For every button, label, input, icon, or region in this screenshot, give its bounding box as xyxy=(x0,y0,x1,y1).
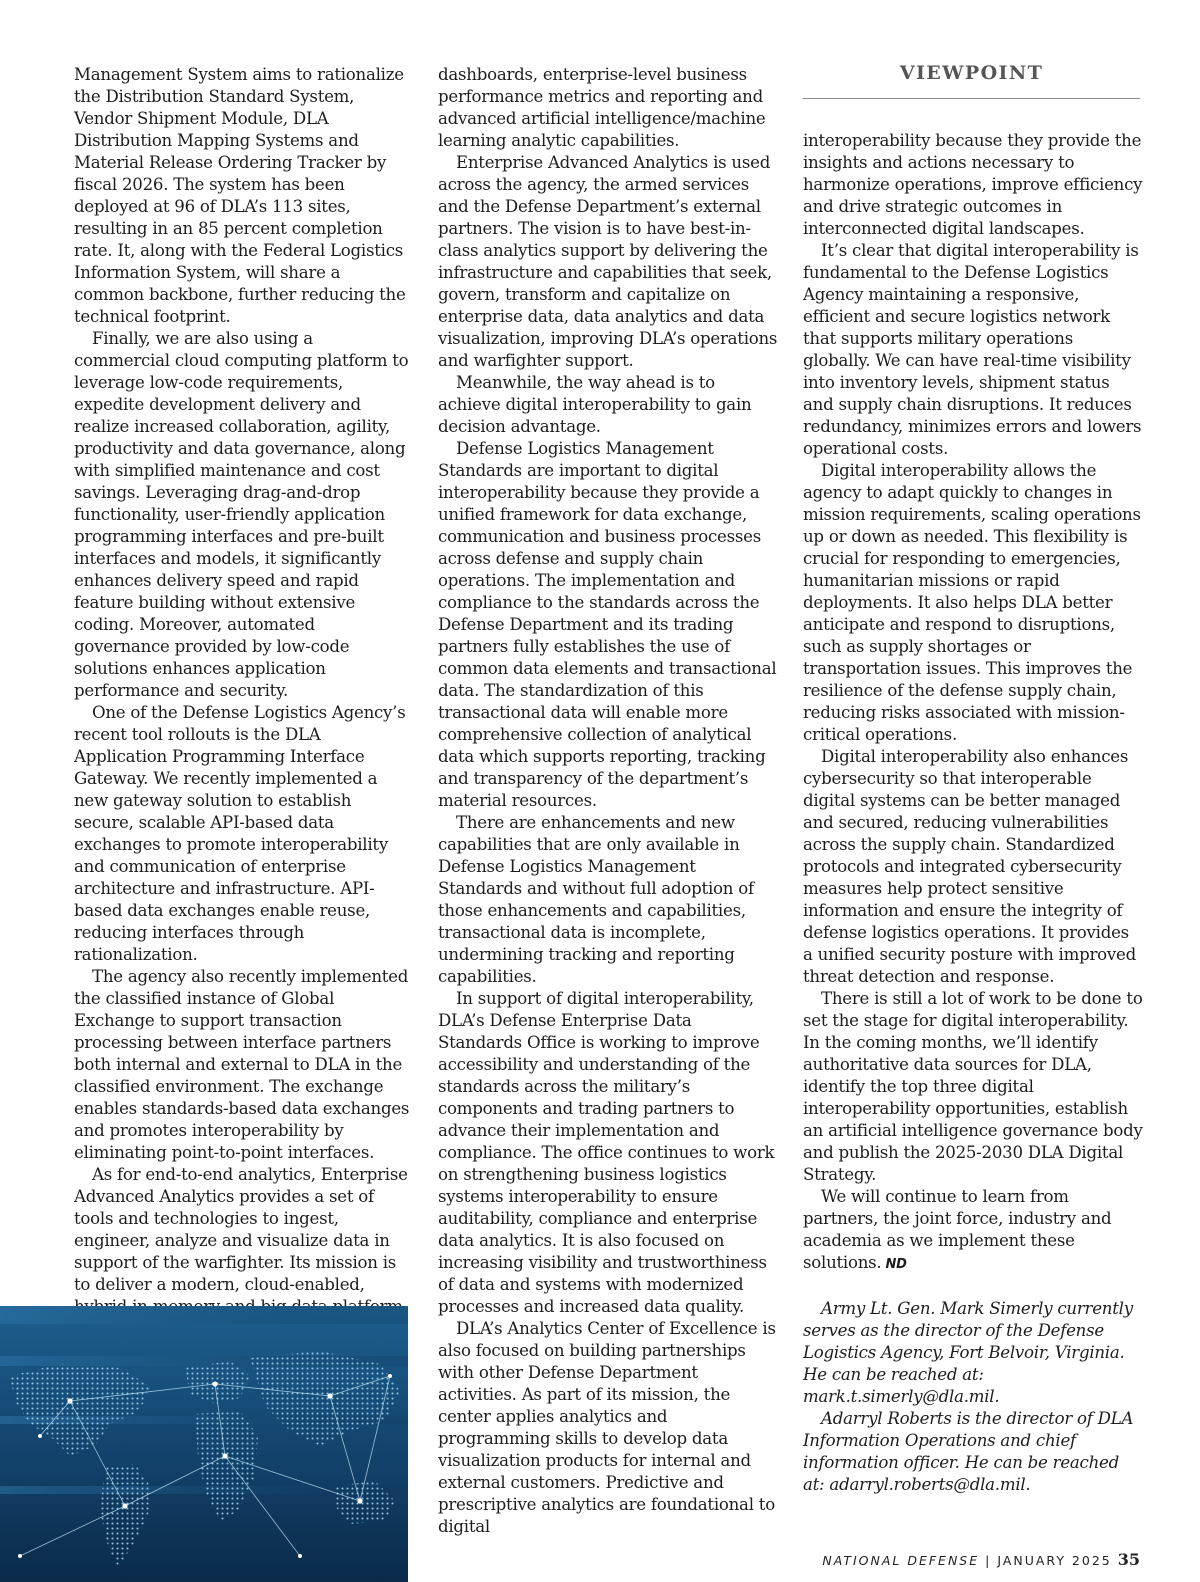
paragraph: Meanwhile, the way ahead is to achieve digital interoperability to gain decision advantage. xyxy=(438,373,752,436)
paragraph: Digital interoperability also enhances cybersecurity so that interoperable digital systems can be better managed and secured, reducing vulnerabilities across the supply chain. Standardized protocols and integrated cybersecurity measures help protect sensitive information and ensure the integrity of defense logistics operations. It provides a unified security posture with improved threat detection and response. xyxy=(803,747,1136,986)
paragraph: dashboards, enterprise-level business performance metrics and reporting and advanced artificial intelligence/machine learning analytic capabilities. xyxy=(438,65,766,150)
paragraph: DLA’s Analytics Center of Excellence is also focused on building partnerships with other Defense Department activities. As part of its mission, the center applies analytics and programming skills to develop data visualization products for internal and external customers. Predictive and prescriptive analytics are foundational to digital xyxy=(438,1319,776,1536)
paragraph: There are enhancements and new capabilities that are only available in Defense Logistics Management Standards and without full adoption of those enhancements and capabilities, transactional data is incomplete, undermining tracking and reporting capabilities. xyxy=(438,813,754,986)
section-label: VIEWPOINT xyxy=(899,62,1044,84)
text-column-2 xyxy=(438,64,778,1538)
section-divider xyxy=(803,98,1140,99)
paragraph: Management System aims to rationalize the Distribution Standard System, Vendor Shipment Module, DLA Distribution Mapping Systems and Material Release Ordering Tracker by fiscal 2026. The system has been deployed at 96 of DLA’s 113 sites, resulting in an 85 percent completion rate. It, along with the Federal Logistics Information System, will share a common backbone, further reducing the technical footprint. xyxy=(74,65,406,326)
paragraph: interoperability because they provide the insights and actions necessary to harmonize operations, improve efficiency and drive strategic outcomes in interconnected digital landscapes. xyxy=(803,131,1143,238)
world-map-network-image xyxy=(0,1306,408,1582)
paragraph: Defense Logistics Management Standards are important to digital interoperability because they provide a unified framework for data exchange, communication and business processes across defense and supply chain operations. The implementation and compliance to the standards across the Defense Department and its trading partners fully establishes the use of common data elements and transactional data. The standardization of this transactional data will enable more comprehensive collection of analytical data which supports reporting, tracking and transparency of the department’s material resources. xyxy=(438,439,777,810)
text-column-1 xyxy=(74,64,412,1384)
network-map-graphic xyxy=(0,1306,408,1582)
paragraph: Enterprise Advanced Analytics is used across the agency, the armed services and the Defense Department’s external partners. The vision is to have best-in-class analytics support by delivering the infrastructure and capabilities that seek, govern, transform and capitalize on enterprise data, data analytics and data visualization, improving DLA’s operations and warfighter support. xyxy=(438,153,778,370)
author-bio: Adarryl Roberts is the director of DLA Information Operations and chief information officer. He can be reached at: adarryl.roberts@dla.mil. xyxy=(803,1409,1134,1494)
paragraph xyxy=(803,1186,1143,1276)
paragraph: There is still a lot of work to be done to set the stage for digital interoperability. In the coming months, we’ll identify authoritative data sources for DLA, identify the top three digital interoperability opportunities, establish an artificial intelligence governance body and publish the 2025-2030 DLA Digital Strategy. xyxy=(803,989,1143,1184)
paragraph: Finally, we are also using a commercial cloud computing platform to leverage low-code requirements, expedite development delivery and realize increased collaboration, agility, productivity and data governance, along with simplified maintenance and cost savings. Leveraging drag-and-drop functionality, user-friendly application programming interfaces and pre-built interfaces and models, it significantly enhances delivery speed and rapid feature building without extensive coding. Moreover, automated governance provided by low-code solutions enhances application performance and security. xyxy=(74,329,409,700)
paragraph: One of the Defense Logistics Agency’s recent tool rollouts is the DLA Application Programming Interface Gateway. We recently implemented a new gateway solution to establish secure, scalable API-based data exchanges to promote interoperability and communication of enterprise architecture and infrastructure. API-based data exchanges enable reuse, reducing interfaces through rationalization. xyxy=(74,703,406,964)
end-mark: ND xyxy=(885,1257,907,1272)
paragraph: Digital interoperability allows the agency to adapt quickly to changes in mission requirements, scaling operations up or down as needed. This flexibility is crucial for responding to emergencies, humanitarian missions or rapid deployments. It also helps DLA better anticipate and respond to disruptions, such as supply shortages or transportation issues. This improves the resilience of the defense supply chain, reducing risks associated with mission-critical operations. xyxy=(803,461,1141,744)
publication-name: NATIONAL DEFENSE xyxy=(822,1553,980,1568)
issue-date: JANUARY 2025 xyxy=(997,1553,1112,1568)
paragraph: In support of digital interoperability, DLA’s Defense Enterprise Data Standards Office is working to improve accessibility and understanding of the standards across the military’s components and trading partners to advance their implementation and compliance. The office continues to work on strengthening business logistics systems interoperability to ensure auditability, compliance and enterprise data analytics. It is also focused on increasing visibility and trustworthiness of data and systems with modernized processes and increased data quality. xyxy=(438,989,775,1316)
footer-separator: | xyxy=(985,1553,992,1568)
author-bio: Army Lt. Gen. Mark Simerly currently serves as the director of the Defense Logistics Agency, Fort Belvoir, Virginia. He can be reached at: mark.t.simerly@dla.mil. xyxy=(803,1299,1133,1406)
text-column-3 xyxy=(803,130,1143,1496)
closing-text: We will continue to learn from partners, the joint force, industry and academia as we implement these solutions. xyxy=(803,1187,1112,1272)
page-footer xyxy=(822,1550,1140,1569)
page-number: 35 xyxy=(1117,1550,1140,1569)
paragraph: The agency also recently implemented the classified instance of Global Exchange to support transaction processing between interface partners both internal and external to DLA in the classified environment. The exchange enables standards-based data exchanges and promotes interoperability by eliminating point-to-point interfaces. xyxy=(74,967,410,1162)
paragraph: It’s clear that digital interoperability is fundamental to the Defense Logistics Agency maintaining a responsive, efficient and secure logistics network that supports military operations globally. We can have real-time visibility into inventory levels, shipment status and supply chain disruptions. It reduces redundancy, minimizes errors and lowers operational costs. xyxy=(803,241,1142,458)
author-bios xyxy=(803,1298,1143,1496)
paragraph: As for end-to-end analytics, Enterprise Advanced Analytics provides a set of tools and technologies to ingest, engineer, analyze and visualize data in support of the warfighter. Its mission is to deliver a modern, cloud-enabled, xyxy=(74,1165,408,1294)
